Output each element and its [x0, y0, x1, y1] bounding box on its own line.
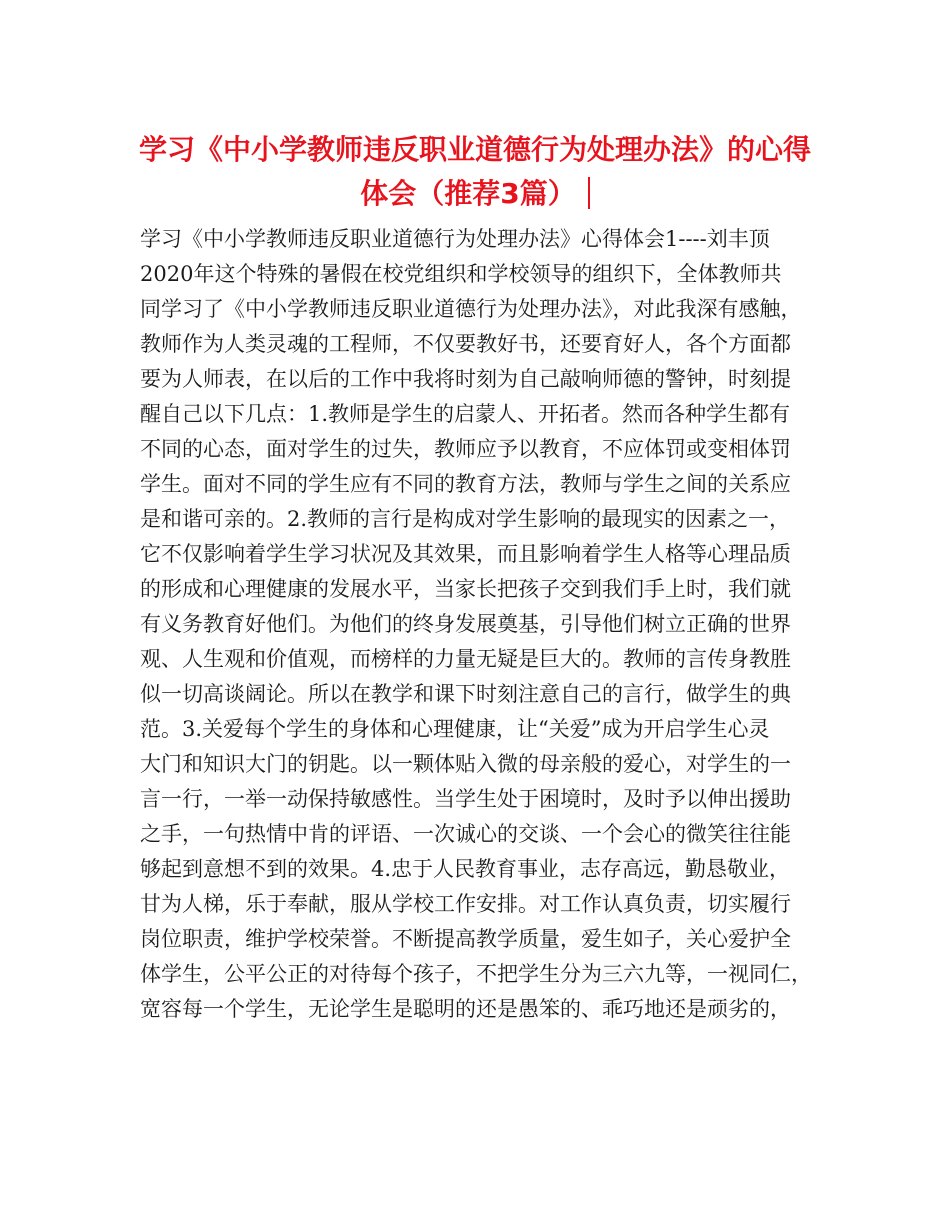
title-text-2: 体会（推荐3篇）: [360, 177, 576, 210]
body-line: 是和谐可亲的。2.教师的言行是构成对学生影响的最现实的因素之一，: [140, 507, 791, 531]
body-line: 它不仅影响着学生学习状况及其效果，而且影响着学生人格等心理品质: [140, 542, 791, 566]
body-line: 言一行，一举一动保持敏感性。当学生处于困境时，及时予以伸出援助: [140, 787, 791, 811]
body-line: 宽容每一个学生，无论学生是聪明的还是愚笨的、乖巧地还是顽劣的，: [140, 997, 791, 1021]
document-title-line-2: [120, 172, 830, 216]
title-text-1: 学习《中小学教师违反职业道德行为处理办法》的心得: [138, 133, 811, 166]
body-line: 2020年这个特殊的暑假在校党组织和学校领导的组织下，全体教师共: [140, 262, 782, 286]
body-line: 甘为人梯，乐于奉献，服从学校工作安排。对工作认真负责，切实履行: [140, 892, 791, 916]
body-line: 学生。面对不同的学生应有不同的教育方法，教师与学生之间的关系应: [140, 472, 791, 496]
body-line: 范。3.关爱每个学生的身体和心理健康，让“关爱”成为开启学生心灵: [140, 717, 770, 741]
body-line: 似一切高谈阔论。所以在教学和课下时刻注意自己的言行，做学生的典: [140, 682, 791, 706]
body-line: 有义务教育好他们。为他们的终身发展奠基，引导他们树立正确的世界: [140, 612, 791, 636]
body-line: 够起到意想不到的效果。4.忠于人民教育事业，志存高远，勤恳敬业，: [140, 857, 791, 881]
body-line: 大门和知识大门的钥匙。以一颗体贴入微的母亲般的爱心，对学生的一: [140, 752, 791, 776]
body-line: 同学习了《中小学教师违反职业道德行为处理办法》，对此我深有感触，: [140, 297, 802, 321]
body-line: 教师作为人类灵魂的工程师，不仅要教好书，还要育好人，各个方面都: [140, 332, 791, 356]
body-line: 体学生，公平公正的对待每个孩子，不把学生分为三六九等，一视同仁，: [140, 962, 812, 986]
body-line: 的形成和心理健康的发展水平，当家长把孩子交到我们手上时，我们就: [140, 577, 791, 601]
body-line: 要为人师表，在以后的工作中我将时刻为自己敲响师德的警钟，时刻提: [140, 367, 791, 391]
text-cursor: [588, 177, 590, 209]
document-title-line-1: [120, 128, 830, 172]
body-line: 学习《中小学教师违反职业道德行为处理办法》心得体会1----刘丰顶: [140, 227, 770, 251]
body-line: 之手，一句热情中肯的评语、一次诚心的交谈、一个会心的微笑往往能: [140, 822, 791, 846]
body-line: 醒自己以下几点：1.教师是学生的启蒙人、开拓者。然而各种学生都有: [140, 402, 791, 426]
body-line: 观、人生观和价值观，而榜样的力量无疑是巨大的。教师的言传身教胜: [140, 647, 791, 671]
document-body: [140, 222, 820, 1027]
body-line: 不同的心态，面对学生的过失，教师应予以教育，不应体罚或变相体罚: [140, 437, 791, 461]
body-line: 岗位职责，维护学校荣誉。不断提高教学质量，爱生如子，关心爱护全: [140, 927, 791, 951]
